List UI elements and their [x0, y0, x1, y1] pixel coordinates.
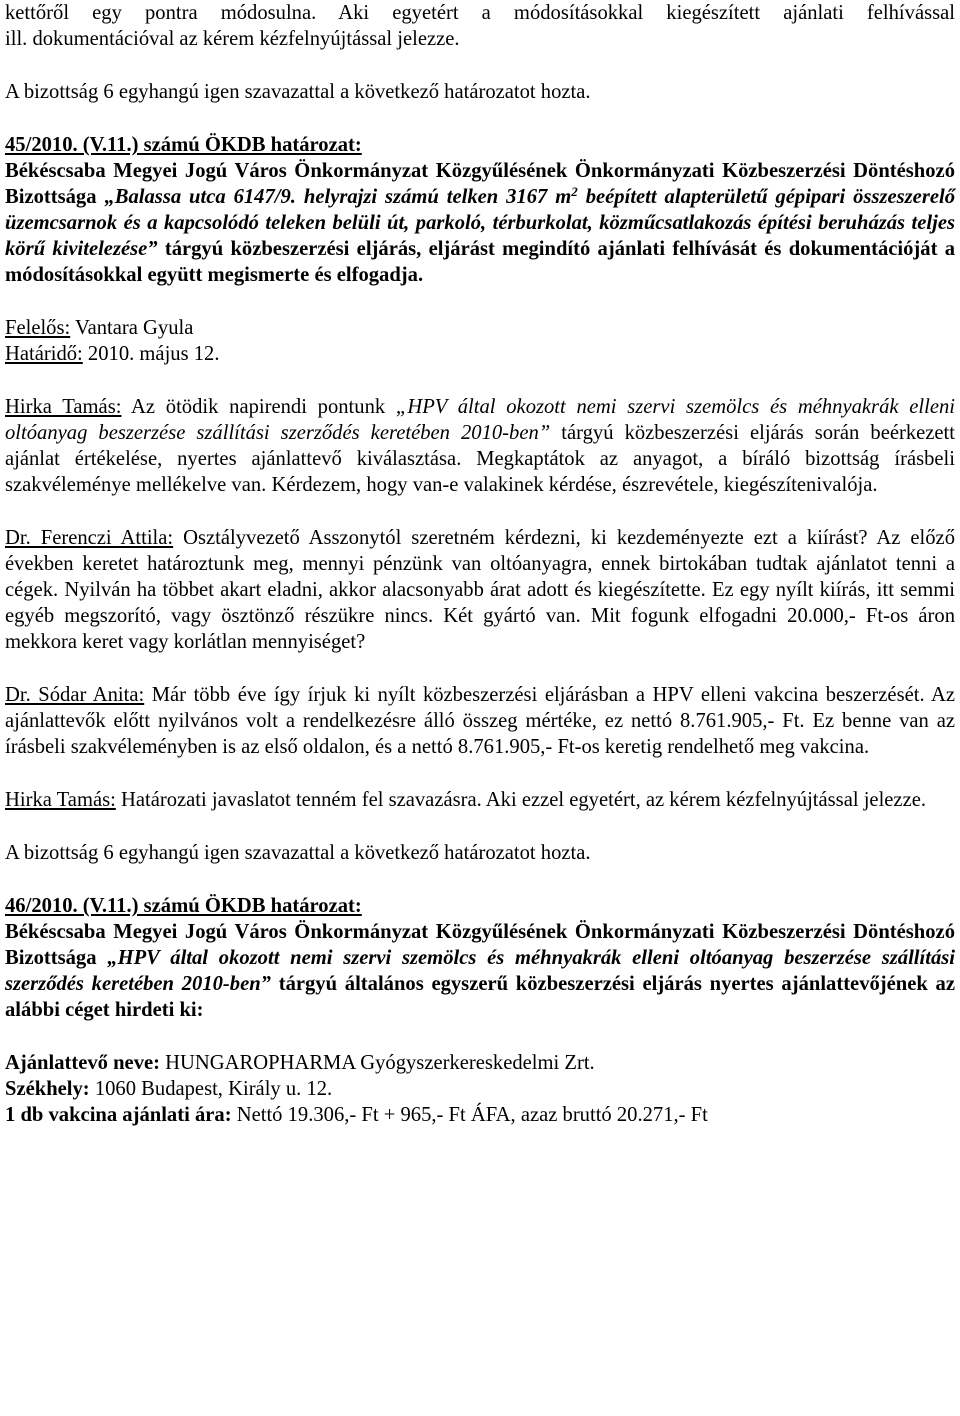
intro-line-1: kettőről egy pontra módosulna. Aki egyetért a módosításokkal kiegészített ajánlati felhívással: [5, 2, 955, 24]
bidder-name-value: HUNGAROPHARMA Gyógyszerkereskedelmi Zrt.: [160, 1052, 595, 1074]
bidder-price-label: 1 db vakcina ajánlati ára:: [5, 1104, 232, 1126]
vote-statement-1: A bizottság 6 egyhangú igen szavazattal a következő határozatot hozta.: [5, 81, 591, 103]
resolution-45-subject-b: beépített alapterületű gépipari összeszerelő üzemcsarnok és a kapcsolódó teleken belüli út, parkoló, térburkolat, közműcsatlakozás építési beruházás teljes körű kivitelezése”: [5, 186, 955, 260]
resolution-46-tail: tárgyú általános egyszerű közbeszerzési eljárás nyertes ajánlattevőjének az alábbi céget hirdeti ki:: [5, 973, 955, 1021]
hirka-statement-2: [5, 787, 955, 813]
hirka-1-subject: „HPV által okozott nemi szervi szemölcs és méhnyakrák elleni oltóanyag beszerzése szállítási szerződés keretében 2010-ben”: [5, 396, 955, 444]
resolution-45-superscript: 2: [571, 184, 578, 199]
ferenczi-text: Osztályvezető Asszonytól szeretném kérdezni, ki kezdeményezte ezt a kiírást? Az előző években keretet határoztunk meg, mennyi pénzünk van oltóanyagra, ennek birtokában tudtak ajánlatot tenni a cégek. Nyilván ha többet akart eladni, akkor alacsonyabb árat adott és kiegészítette. Ez egy nyílt kiírás, itt semmi egyéb megszorító, vagy ösztönző részükre nincs. Két gyártó van. Mit fogunk elfogadni 20.000,- Ft-os áron mekkora keret vagy korlátlan mennyiséget?: [5, 527, 955, 653]
resolution-46-number-text: 46/2010. (V.11.) számú ÖKDB határozat:: [5, 895, 362, 917]
deadline-label: Határidő:: [5, 343, 83, 365]
responsible-value: Vantara Gyula: [70, 317, 194, 339]
ferenczi-statement: [5, 525, 955, 655]
bidder-price-line: [5, 1102, 955, 1128]
hirka-statement-1: [5, 394, 955, 498]
bidder-seat-line: [5, 1076, 955, 1102]
sodar-text: Már több éve így írjuk ki nyílt közbeszerzési eljárásban a HPV elleni vakcina beszerzését. Az ajánlattevők előtt nyilvános volt a rendelkezésre álló összeg mértéke, ez nettó 8.761.905,- Ft. Ez benne van az írásbeli szakvéleményben is az első oldalon, és a nettó 8.761.905,- Ft-os keretig rendelhető meg vakcina.: [5, 684, 956, 758]
responsible-label: Felelős:: [5, 317, 71, 339]
resolution-45-number-text: 45/2010. (V.11.) számú ÖKDB határozat:: [5, 134, 362, 156]
responsible-line: [5, 315, 955, 341]
deadline-value: 2010. május 12.: [82, 343, 220, 365]
resolution-45-body: [5, 158, 955, 288]
resolution-46-number: [5, 893, 955, 919]
speaker-hirka-1: Hirka Tamás:: [5, 396, 122, 418]
deadline-line: [5, 341, 955, 367]
hirka-1-text-b: tárgyú közbeszerzési eljárás során beérkezett ajánlat értékelése, nyertes ajánlattevő kiválasztása. Megkaptátok az anyagot, a bíráló bizottság írásbeli szakvéleménye mellékelve van. Kérdezem, hogy van-e valakinek kérdése, észrevétele, kiegészítenivalója.: [5, 422, 955, 496]
bidder-name-label: Ajánlattevő neve:: [5, 1052, 160, 1074]
bidder-name-line: [5, 1050, 955, 1076]
vote-statement-2: A bizottság 6 egyhangú igen szavazattal a következő határozatot hozta.: [5, 842, 591, 864]
resolution-45-tail: tárgyú közbeszerzési eljárás, eljárást megindító ajánlati felhívását és dokumentációját a módosításokkal együtt megismerte és elfogadja.: [5, 238, 956, 286]
bidder-price-value: Nettó 19.306,- Ft + 965,- Ft ÁFA, azaz bruttó 20.271,- Ft: [231, 1104, 708, 1126]
sodar-statement: [5, 682, 955, 760]
bidder-seat-label: Székhely:: [5, 1078, 90, 1100]
resolution-46-subject: „HPV által okozott nemi szervi szemölcs és méhnyakrák elleni oltóanyag beszerzése szállítási szerződés keretében 2010-ben”: [5, 947, 955, 995]
resolution-45-number: [5, 132, 955, 158]
bidder-seat-value: 1060 Budapest, Király u. 12.: [89, 1078, 333, 1100]
document-page: [5, 0, 955, 1128]
hirka-2-text: Határozati javaslatot tenném fel szavazásra. Aki ezzel egyetért, az kérem kézfelnyújtással jelezze.: [115, 789, 926, 811]
intro-line-2: ill. dokumentációval az kérem kézfelnyújtással jelezze.: [5, 28, 460, 50]
speaker-sodar: Dr. Sódar Anita:: [5, 684, 145, 706]
speaker-hirka-2: Hirka Tamás:: [5, 789, 116, 811]
resolution-45-lead: Békéscsaba Megyei Jogú Város Önkormányzat Közgyűlésének Önkormányzati Közbeszerzési Döntéshozó Bizottsága: [5, 160, 955, 208]
hirka-1-text-a: Az ötödik napirendi pontunk: [121, 396, 396, 418]
resolution-46-lead: Békéscsaba Megyei Jogú Város Önkormányzat Közgyűlésének Önkormányzati Közbeszerzési Döntéshozó Bizottsága: [5, 921, 955, 969]
resolution-45-subject-a: „Balassa utca 6147/9. helyrajzi számú telken 3167 m: [104, 186, 572, 208]
resolution-46-body: [5, 919, 955, 1023]
speaker-ferenczi: Dr. Ferenczi Attila:: [5, 527, 174, 549]
